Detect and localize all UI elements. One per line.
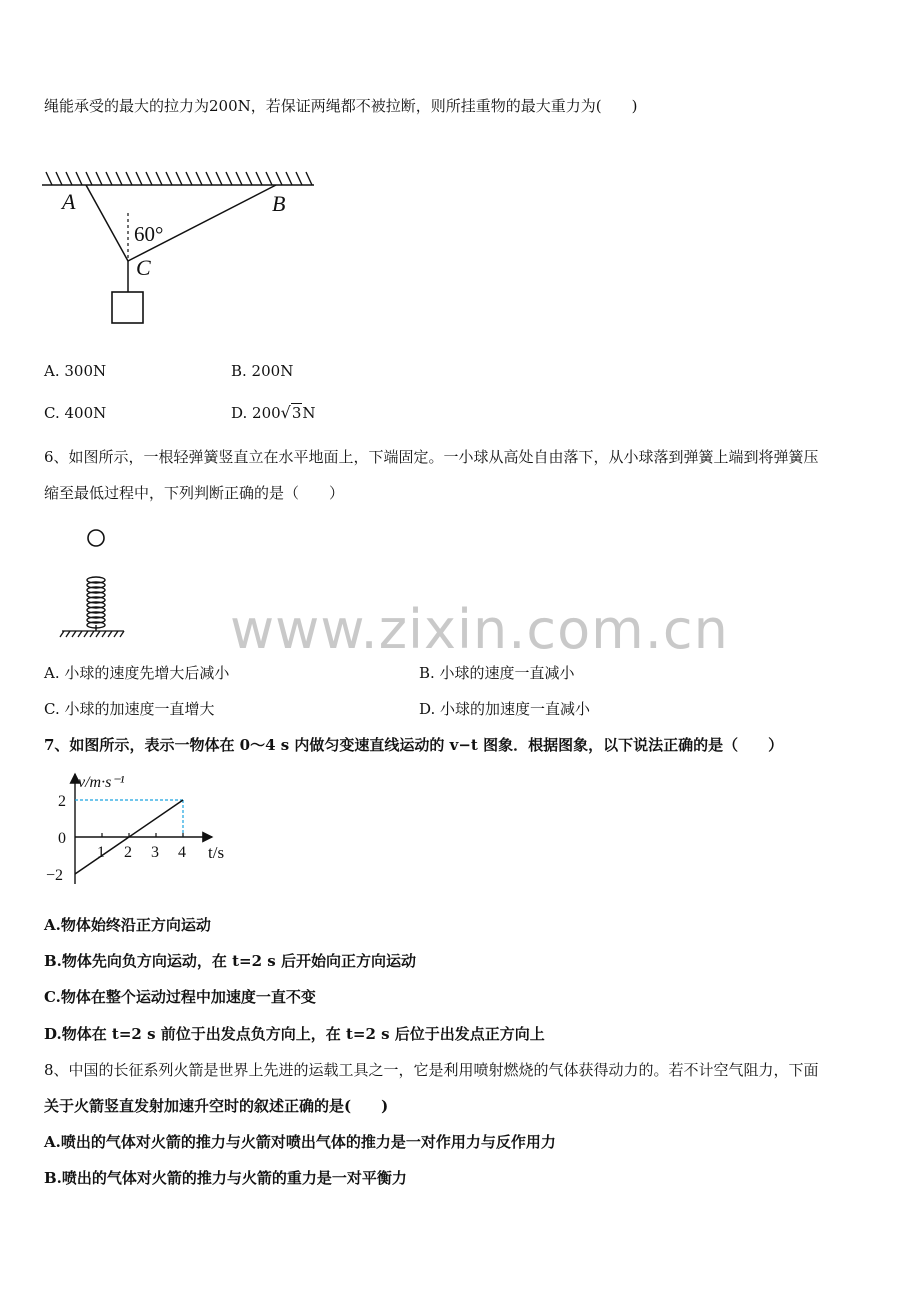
x-axis-label: t/s [208, 843, 225, 862]
label-a: A [62, 189, 76, 214]
label-b: B [272, 191, 286, 216]
rope-mass-figure [40, 165, 330, 335]
q7-option-a[interactable]: A.物体始终沿正方向运动 [44, 916, 211, 934]
q6-option-a[interactable]: A. 小球的速度先增大后减小 [44, 664, 230, 682]
q6-stem-line2: 缩至最低过程中，下列判断正确的是（ ） [44, 484, 345, 502]
q8-option-b[interactable]: B.喷出的气体对火箭的推力与火箭的重力是一对平衡力 [44, 1169, 407, 1187]
q8-option-a[interactable]: A.喷出的气体对火箭的推力与火箭对喷出气体的推力是一对作用力与反作用力 [44, 1133, 556, 1151]
q6-option-b[interactable]: B. 小球的速度一直减小 [419, 664, 575, 682]
q5-option-a[interactable]: A. 300N [44, 362, 107, 380]
angle-label: 60° [134, 222, 164, 246]
q5-option-c[interactable]: C. 400N [44, 404, 107, 422]
q5-option-d-unit: N [302, 404, 316, 422]
ceiling-hatching [42, 172, 314, 185]
watermark: www.zixin.com.cn [230, 598, 729, 661]
q6-option-d[interactable]: D. 小球的加速度一直减小 [419, 700, 591, 718]
q7-option-d[interactable]: D.物体在 t=2 s 前位于出发点负方向上，在 t=2 s 后位于出发点正方向上 [44, 1025, 545, 1043]
ball [88, 530, 104, 546]
x-tick-label-3: 3 [151, 844, 159, 861]
q5-option-d[interactable] [231, 403, 316, 423]
q8-stem-line1: 8、中国的长征系列火箭是世界上先进的运载工具之一，它是利用喷射燃烧的气体获得动力的。若不计空气阻力，下面 [44, 1061, 819, 1079]
y-axis-label: v/m·s⁻¹ [78, 774, 125, 791]
y-tick-label-2: 2 [58, 793, 66, 810]
q6-stem-line1: 6、如图所示，一根轻弹簧竖直立在水平地面上，下端固定。一小球从高处自由落下，从小球落到弹簧上端到将弹簧压 [44, 448, 819, 466]
q7-option-b[interactable]: B.物体先向负方向运动，在 t=2 s 后开始向正方向运动 [44, 952, 416, 970]
label-c: C [136, 255, 151, 280]
q7-stem: 7、如图所示，表示一物体在 0～4 s 内做匀变速直线运动的 v−t 图象．根据图象，以下说法正确的是（ ） [44, 736, 784, 754]
x-tick-label-2: 2 [124, 844, 132, 861]
hanging-mass [112, 292, 143, 323]
q5-stem: 绳能承受的最大的拉力为200N，若保证两绳都不被拉断，则所挂重物的最大重力为( ) [44, 97, 638, 115]
x-tick-label-4: 4 [178, 844, 186, 861]
ground-hatching [60, 631, 124, 637]
q6-option-c[interactable]: C. 小球的加速度一直增大 [44, 700, 215, 718]
spring-ball-figure [58, 522, 148, 642]
rope-ac [86, 185, 128, 261]
y-tick-label-−2: −2 [46, 867, 64, 884]
sqrt-symbol: √3 [280, 403, 302, 422]
q8-stem-line2: 关于火箭竖直发射加速升空时的叙述正确的是( ) [44, 1097, 389, 1115]
vt-graph [40, 768, 240, 898]
y-tick-label-0: 0 [58, 830, 66, 847]
spring [87, 577, 105, 631]
q5-option-d-radicand: 3 [291, 404, 302, 422]
x-tick-label-1: 1 [97, 844, 105, 861]
q5-option-d-prefix: D. 200 [231, 404, 281, 422]
q5-option-b[interactable]: B. 200N [231, 362, 294, 380]
q7-option-c[interactable]: C.物体在整个运动过程中加速度一直不变 [44, 988, 316, 1006]
